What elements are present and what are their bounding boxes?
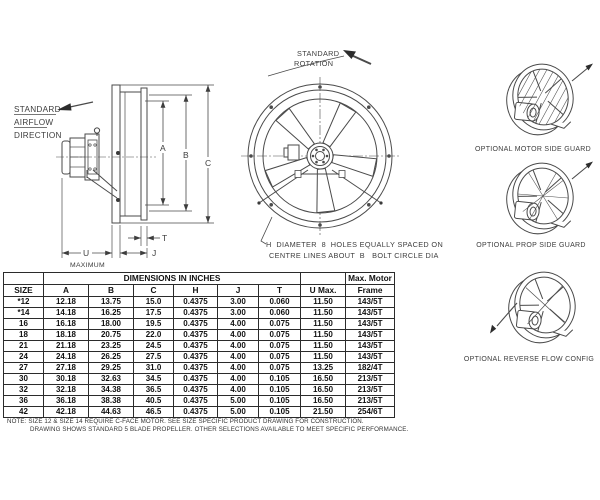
optional-fan-motor-side-guard [475,47,595,156]
frame-header-top: Max. Motor [346,273,395,285]
table-title: DIMENSIONS IN INCHES [44,273,301,285]
dim-table-body [4,297,395,418]
col-header-size: SIZE [4,285,44,297]
dim-cell: 15.0 [134,297,174,308]
table-row [4,385,395,396]
dim-cell: 36.18 [44,396,89,407]
dim-label-t: T [162,233,168,243]
dim-cell: 31.0 [134,363,174,374]
dim-cell: 30.18 [44,374,89,385]
dim-cell: 0.4375 [174,407,218,418]
optional-fan-prop-side-guard [476,157,593,249]
dim-cell: 11.50 [301,319,346,330]
col-header-b: B [89,285,134,297]
dim-cell: 11.50 [301,330,346,341]
dim-cell: 0.075 [259,363,301,374]
maximum-label: MAXIMUM [70,262,105,269]
dim-cell: 213/5T [346,385,395,396]
size-cell: 16 [4,319,44,330]
col-header-u-max: U Max. [301,285,346,297]
dim-cell: 3.00 [218,297,259,308]
dim-cell: 4.00 [218,352,259,363]
size-cell: *12 [4,297,44,308]
dim-cell: 14.18 [44,308,89,319]
front-view-drawing [241,49,443,260]
size-cell: 18 [4,330,44,341]
dim-cell: 0.105 [259,396,301,407]
dim-cell: 11.50 [301,341,346,352]
dim-cell: 32.18 [44,385,89,396]
optional-configs [464,47,596,363]
dim-cell: 13.25 [301,363,346,374]
dim-cell: 16.25 [89,308,134,319]
col-header-j: J [218,285,259,297]
dim-cell: 32.63 [89,374,134,385]
size-cell: 21 [4,341,44,352]
dim-label-c: C [205,158,212,168]
dim-cell: 0.4375 [174,363,218,374]
dim-cell: 40.5 [134,396,174,407]
dim-cell: 0.075 [259,341,301,352]
reverse-flow-arrow-icon [490,303,517,334]
hole-note [266,240,443,260]
dim-cell: 22.0 [134,330,174,341]
optional-prop-side-guard-label: OPTIONAL PROP SIDE GUARD [476,242,586,249]
dim-cell: 0.4375 [174,374,218,385]
dim-cell: 4.00 [218,363,259,374]
dim-cell: 0.075 [259,352,301,363]
dim-cell: 24.5 [134,341,174,352]
col-header-t: T [259,285,301,297]
dim-cell: 0.4375 [174,297,218,308]
dim-cell: 5.00 [218,396,259,407]
dim-cell: 11.50 [301,308,346,319]
dim-cell: 5.00 [218,407,259,418]
dim-cell: 0.4375 [174,319,218,330]
dim-cell: 42.18 [44,407,89,418]
dim-cell: 4.00 [218,341,259,352]
dim-cell: 23.25 [89,341,134,352]
dim-cell: 13.75 [89,297,134,308]
dim-cell: 34.5 [134,374,174,385]
dim-cell: 213/5T [346,374,395,385]
size-cell: 36 [4,396,44,407]
dim-cell: 143/5T [346,341,395,352]
dim-cell: 0.075 [259,330,301,341]
dim-cell: 16.50 [301,374,346,385]
corner-cell [4,273,44,285]
dim-cell: 0.105 [259,374,301,385]
dim-cell: 254/6T [346,407,395,418]
dim-cell: 3.00 [218,308,259,319]
dim-cell: 16.50 [301,385,346,396]
dim-cell: 143/5T [346,297,395,308]
dim-cell: 19.5 [134,319,174,330]
size-cell: *14 [4,308,44,319]
dim-label-j: J [152,248,157,258]
dimensions-table [3,272,395,418]
dim-cell: 21.18 [44,341,89,352]
hole-note-line2: CENTRE LINES ABOUT B BOLT CIRCLE DIA [269,251,439,260]
dim-cell: 27.5 [134,352,174,363]
airflow-label-line3: DIRECTION [14,131,62,140]
dim-cell: 0.105 [259,385,301,396]
optional-reverse-flow-label: OPTIONAL REVERSE FLOW CONFIG [463,356,595,363]
side-view-drawing [14,85,214,269]
table-row [4,308,395,319]
size-cell: 30 [4,374,44,385]
dim-cell: 20.75 [89,330,134,341]
dim-cell: 26.25 [89,352,134,363]
dim-cell: 16.18 [44,319,89,330]
dim-cell: 0.4375 [174,341,218,352]
dim-cell: 27.18 [44,363,89,374]
dim-cell: 0.4375 [174,396,218,407]
footnote-line-2: DRAWING SHOWS STANDARD 5 BLADE PROPELLER. OTHER SELECTIONS AVAILABLE TO MEET SPECIFIC PERFORMANCE. [30,426,409,433]
dim-cell: 4.00 [218,374,259,385]
table-title-row [4,273,395,285]
size-cell: 27 [4,363,44,374]
dim-cell: 18.18 [44,330,89,341]
dim-cell: 182/4T [346,363,395,374]
dim-cell: 21.50 [301,407,346,418]
blank-cell [301,273,346,285]
dim-cell: 213/5T [346,396,395,407]
dim-label-a: A [160,143,166,153]
rotation-label-line1: STANDARD [297,49,340,58]
col-header-frame: Frame [346,285,395,297]
dim-cell: 11.50 [301,297,346,308]
dim-cell: 24.18 [44,352,89,363]
optional-motor-side-guard-label: OPTIONAL MOTOR SIDE GUARD [474,146,592,153]
col-header-a: A [44,285,89,297]
optional-fan-reverse-flow [464,266,594,363]
size-cell: 42 [4,407,44,418]
table-row [4,363,395,374]
dim-cell: 0.4375 [174,352,218,363]
table-row [4,374,395,385]
airflow-direction-label [14,105,62,140]
dim-cell: 0.4375 [174,308,218,319]
rotation-arrow-icon [343,50,371,64]
table-header-row [4,285,395,297]
table-row [4,319,395,330]
dim-label-b: B [183,150,189,160]
dim-cell: 4.00 [218,330,259,341]
dim-cell: 12.18 [44,297,89,308]
footnote-line-1: NOTE: SIZE 12 & SIZE 14 REQUIRE C-FACE MOTOR. SEE SIZE SPECIFIC PRODUCT DRAWING FOR CONSTRUCTION. [7,418,364,425]
dim-cell: 143/5T [346,330,395,341]
dim-cell: 143/5T [346,319,395,330]
dim-cell: 0.060 [259,308,301,319]
col-header-c: C [134,285,174,297]
dim-cell: 0.075 [259,319,301,330]
table-row [4,407,395,418]
airflow-out-arrow-icon [572,162,593,180]
dim-cell: 46.5 [134,407,174,418]
dim-cell: 11.50 [301,352,346,363]
airflow-label-line2: AIRFLOW [14,118,54,127]
dim-cell: 0.4375 [174,330,218,341]
dim-cell: 4.00 [218,385,259,396]
dim-cell: 29.25 [89,363,134,374]
dim-cell: 0.4375 [174,385,218,396]
table-row [4,396,395,407]
table-row [4,330,395,341]
table-row [4,352,395,363]
dim-label-u: U [83,248,90,258]
table-row [4,341,395,352]
dim-cell: 17.5 [134,308,174,319]
airflow-arrow-icon [57,102,93,111]
hole-note-line1: H DIAMETER 8 HOLES EQUALLY SPACED ON [266,240,444,249]
size-cell: 32 [4,385,44,396]
dim-cell: 44.63 [89,407,134,418]
airflow-label-line1: STANDARD [14,105,61,114]
col-header-h: H [174,285,218,297]
dim-cell: 0.105 [259,407,301,418]
dim-cell: 16.50 [301,396,346,407]
dim-cell: 143/5T [346,352,395,363]
rotation-label-line2: ROTATION [294,59,334,68]
dim-cell: 34.38 [89,385,134,396]
airflow-out-arrow-icon [572,64,593,82]
size-cell: 24 [4,352,44,363]
table-row [4,297,395,308]
dim-cell: 36.5 [134,385,174,396]
dim-cell: 38.38 [89,396,134,407]
dim-cell: 4.00 [218,319,259,330]
dim-cell: 143/5T [346,308,395,319]
dim-cell: 0.060 [259,297,301,308]
dim-cell: 18.00 [89,319,134,330]
